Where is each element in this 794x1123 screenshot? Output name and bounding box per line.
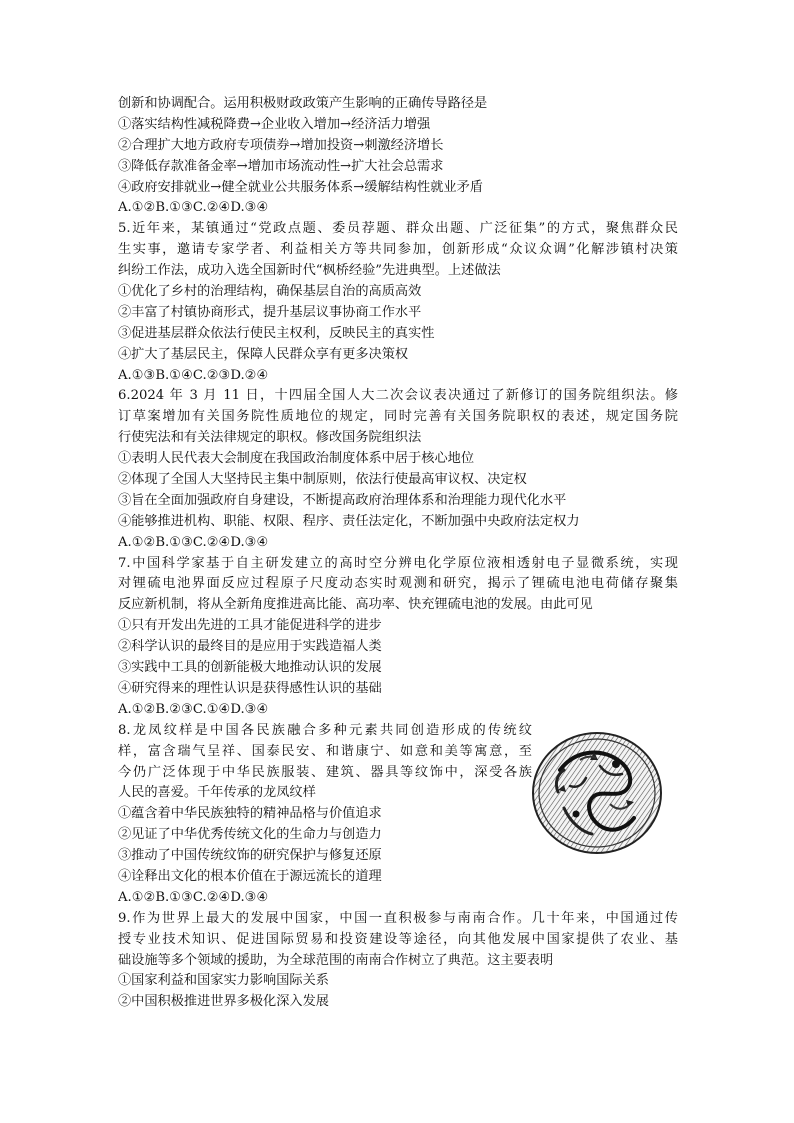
- text-line: ②科学认识的最终目的是应用于实践造福人类: [118, 639, 382, 655]
- text-line: ③实践中工具的创新能极大地推动认识的发展: [118, 660, 382, 676]
- text-line: ①落实结构性减税降费→企业收入增加→经济活力增强: [118, 116, 431, 132]
- text-line: ②合理扩大地方政府专项债券→增加投资→刺激经济增长: [118, 137, 444, 153]
- question-5-stem: 生实事，邀请专家学者、利益相关方等共同参加，创新形成“众议众调”化解涉镇村决策: [118, 242, 678, 258]
- question-9-stem: 9.作为世界上最大的发展中国家，中国一直积极参与南南合作。几十年来，中国通过传: [118, 910, 678, 926]
- question-8-stem: 今仍广泛体现于中华民族服装、建筑、器具等纹饰中，深受各族: [118, 764, 532, 780]
- text-line: ④政府安排就业→健全就业公共服务体系→缓解结构性就业矛盾: [118, 179, 483, 195]
- text-line: ①表明人民代表大会制度在我国政治制度体系中居于核心地位: [118, 451, 475, 467]
- question-8-stem: 样，富含瑞气呈祥、国泰民安、和谐康宁、如意和美等寓意，至: [118, 743, 532, 759]
- question-7-stem: 对锂硫电池界面反应过程原子尺度动态实时观测和研究，揭示了锂硫电池电荷储存聚集: [118, 576, 678, 592]
- question-8-stem: 人民的喜爱。千年传承的龙凤纹样: [118, 785, 316, 801]
- text-line: ①优化了乡村的治理结构，确保基层自治的高质高效: [118, 284, 422, 300]
- answer-options: A.①②B.①③C.②④D.③④: [118, 889, 269, 905]
- text-line: 创新和协调配合。运用积极财政政策产生影响的正确传导路径是: [118, 96, 488, 111]
- answer-options: A.①③B.①④C.②③D.②④: [118, 367, 269, 383]
- text-line: ②体现了全国人大坚持民主集中制原则，依法行使最高审议权、决定权: [118, 472, 527, 488]
- text-line: ①国家利益和国家实力影响国际关系: [118, 973, 329, 989]
- text-line: ③推动了中国传统纹饰的研究保护与修复还原: [118, 848, 382, 864]
- text-line: ①蕴含着中华民族独特的精神品格与价值追求: [118, 806, 382, 822]
- text-line: ④能够推进机构、职能、权限、程序、责任法定化，不断加强中央政府法定权力: [118, 513, 580, 529]
- question-8-stem: 8.龙凤纹样是中国各民族融合多种元素共同创造形成的传统纹: [118, 722, 532, 738]
- answer-options: A.①②B.①③C.②④D.③④: [118, 200, 269, 216]
- text-line: ③旨在全面加强政府自身建设，不断提高政府治理体系和治理能力现代化水平: [118, 492, 567, 508]
- text-line: ②中国积极推进世界多极化深入发展: [118, 994, 329, 1010]
- question-5-stem: 5.近年来，某镇通过“党政点题、委员荐题、群众出题、广泛征集”的方式，聚焦群众民: [118, 221, 678, 237]
- question-7-stem: 反应新机制，将从全新角度推进高比能、高功率、快充锂硫电池的发展。由此可见: [118, 597, 593, 613]
- answer-options: A.①②B.①③C.②④D.③④: [118, 534, 269, 550]
- text-line: ④诠释出文化的根本价值在于源远流长的道理: [118, 868, 382, 884]
- question-9-stem: 础设施等多个领域的援助，为全球范围的南南合作树立了典范。这主要表明: [118, 952, 554, 968]
- text-line: ②见证了中华优秀传统文化的生命力与创造力: [118, 827, 382, 843]
- question-5-stem: 纠纷工作法，成功入选全国新时代“枫桥经验”先进典型。上述做法: [118, 263, 501, 279]
- question-7-stem: 7.中国科学家基于自主研发建立的高时空分辨电化学原位液相透射电子显微系统，实现: [118, 555, 678, 571]
- question-9-stem: 授专业技术知识、促进国际贸易和投资建设等途径，向其他发展中国家提供了农业、基: [118, 931, 678, 947]
- answer-options: A.①②B.②③C.①④D.③④: [118, 701, 269, 717]
- question-text: [118, 94, 678, 1013]
- dragon-phoenix-emblem: [530, 730, 664, 856]
- question-6-stem: 订草案增加有关国务院性质地位的规定，同时完善有关国务院职权的表述，规定国务院: [118, 409, 678, 425]
- text-line: ①只有开发出先进的工具才能促进科学的进步: [118, 618, 382, 634]
- text-line: ③降低存款准备金率→增加市场流动性→扩大社会总需求: [118, 158, 444, 174]
- text-line: ②丰富了村镇协商形式，提升基层议事协商工作水平: [118, 304, 422, 320]
- question-6-stem: 行使宪法和有关法律规定的职权。修改国务院组织法: [118, 430, 422, 446]
- question-6-stem: 6.2024 年 3 月 11 日，十四届全国人大二次会议表决通过了新修订的国务院组织法。修: [118, 388, 678, 404]
- text-line: ④扩大了基层民主，保障人民群众享有更多决策权: [118, 346, 409, 362]
- text-line: ④研究得来的理性认识是获得感性认识的基础: [118, 680, 382, 696]
- text-line: ③促进基层群众依法行使民主权利，反映民主的真实性: [118, 325, 435, 341]
